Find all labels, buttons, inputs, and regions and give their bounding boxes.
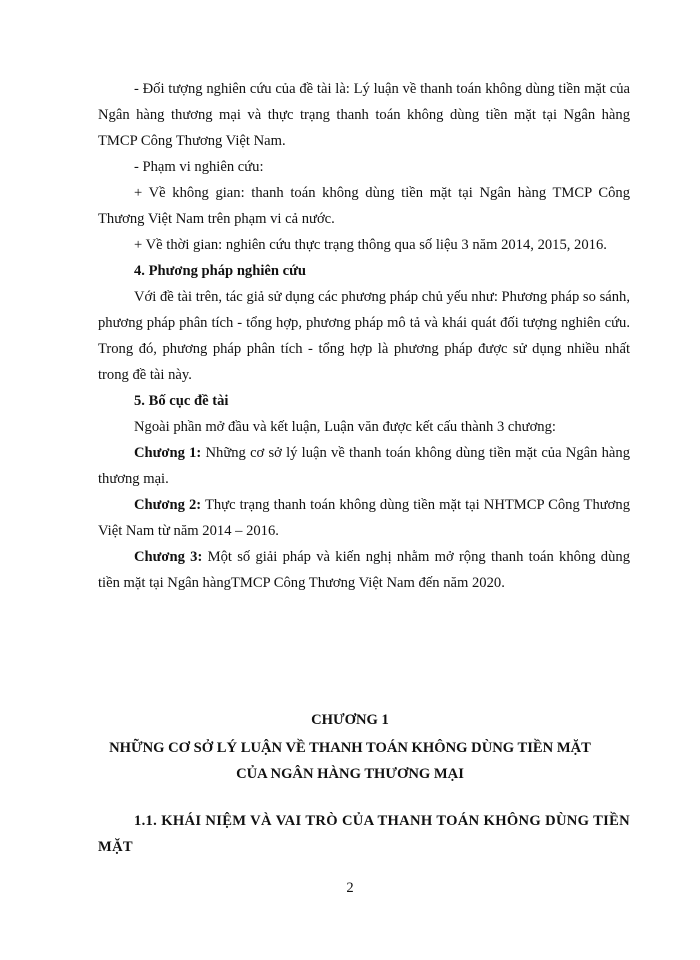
chapter-title-line-2: CỦA NGÂN HÀNG THƯƠNG MẠI [236,766,464,782]
chapter-3-text: Một số giải pháp và kiến nghị nhằm mở rộng thanh toán không dùng tiền mặt tại Ngân hàngTMCP Công Thương Việt Nam đến năm 2020. [98,549,630,591]
paragraph-scope-space: + Về không gian: thanh toán không dùng tiền mặt tại Ngân hàng TMCP Công Thương Việt Nam trên phạm vi cả nước. [98,185,630,227]
chapter-3-label: Chương 3: [134,549,203,565]
paragraph-research-object: - Đối tượng nghiên cứu của đề tài là: Lý luận về thanh toán không dùng tiền mặt của Ngân hàng thương mại và thực trạng thanh toán không dùng tiền mặt tại Ngân hàng TMCP Công Thương Việt Nam. [98,81,630,149]
section-heading-1-1: 1.1. KHÁI NIỆM VÀ VAI TRÒ CỦA THANH TOÁN KHÔNG DÙNG TIỀN MẶT [98,813,630,855]
chapter-2-text: Thực trạng thanh toán không dùng tiền mặt tại NHTMCP Công Thương Việt Nam từ năm 2014 – 2016. [98,497,630,539]
paragraph-chapter-2 [98,492,630,544]
paragraph-scope-time: + Về thời gian: nghiên cứu thực trạng thông qua số liệu 3 năm 2014, 2015, 2016. [134,237,607,253]
chapter-2-label: Chương 2: [134,497,202,513]
chapter-title-line-1: NHỮNG CƠ SỞ LÝ LUẬN VỀ THANH TOÁN KHÔNG DÙNG TIỀN MẶT [109,740,591,756]
paragraph-scope-label: - Phạm vi nghiên cứu: [134,159,264,175]
paragraph-chapter-3 [98,544,630,596]
paragraph-research-method: Với đề tài trên, tác giả sử dụng các phương pháp chủ yếu như: Phương pháp so sánh, phương pháp phân tích - tổng hợp, phương pháp mô tả và khái quát đối tượng nghiên cứu. Trong đó, phương pháp phân tích - tổng hợp là phương pháp được sử dụng nhiều nhất trong đề tài này. [98,289,630,383]
paragraph-structure-intro: Ngoài phần mở đầu và kết luận, Luận văn được kết cấu thành 3 chương: [134,419,556,435]
heading-research-method: 4. Phương pháp nghiên cứu [134,263,306,279]
paragraph-chapter-1 [98,440,630,492]
chapter-number: CHƯƠNG 1 [311,712,389,728]
heading-thesis-structure: 5. Bố cục đề tài [134,393,229,409]
chapter-1-text: Những cơ sở lý luận về thanh toán không dùng tiền mặt của Ngân hàng thương mại. [98,445,630,487]
chapter-1-label: Chương 1: [134,445,202,461]
page-number: 2 [346,880,354,896]
